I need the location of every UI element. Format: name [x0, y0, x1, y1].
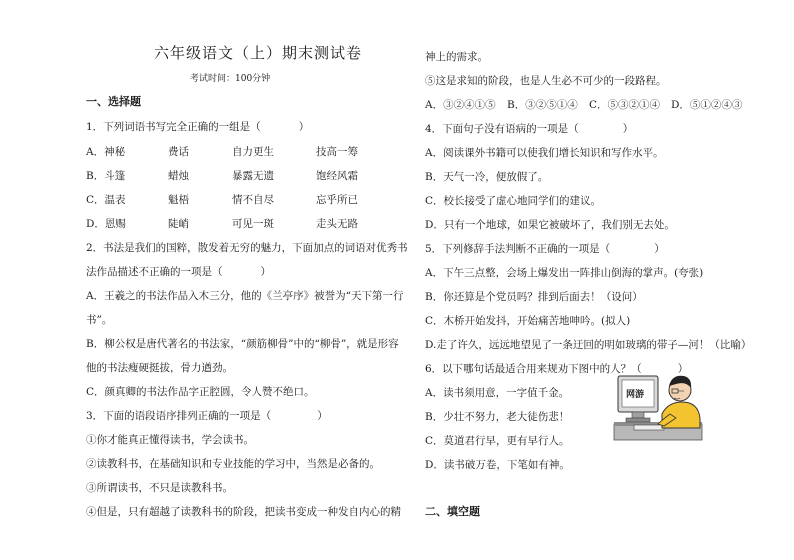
- question-4-stem: 4．下面句子没有语病的一项是（ ）: [425, 123, 634, 135]
- q6-option-c: C．莫道君行早，更有早行人。: [425, 435, 570, 447]
- q1-option-b-word: 蜡烛: [168, 170, 189, 182]
- q1-option-d-word: 陡峭: [168, 218, 189, 230]
- q1-option-d: D．恩赐: [86, 218, 126, 230]
- q3-option-a: A．③②④①⑤: [425, 99, 496, 111]
- q1-option-b: B．斗篷: [86, 170, 126, 182]
- screen-label: 网游: [626, 390, 645, 400]
- q6-option-b: B．少壮不努力，老大徒伤悲！: [425, 411, 570, 423]
- question-6-stem: 6．以下哪句话最适合用来规劝下图中的人？（ ）: [425, 363, 689, 375]
- section-heading-choice: 一、选择题: [86, 95, 141, 108]
- q3-sentence-3: ③所谓读书，不只是读教科书。: [86, 482, 233, 494]
- q2-option-b-line2: 他的书法瘦硬挺拔，骨力遒劲。: [86, 362, 233, 374]
- q3-sentence-2: ②读教科书，在基础知识和专业技能的学习中，当然是必备的。: [86, 458, 380, 470]
- q3-sentence-1: ①你才能真正懂得读书，学会读书。: [86, 434, 254, 446]
- q5-option-c: C．木桥开始发抖，开始痛苦地呻吟。(拟人): [425, 315, 631, 327]
- q3-option-b: B．③②⑤①④: [507, 99, 578, 111]
- q1-option-d-word: 走头无路: [316, 218, 358, 230]
- q1-option-c-word: 情不自尽: [232, 194, 274, 206]
- q4-option-d: D．只有一个地球，如果它被破坏了，我们别无去处。: [425, 219, 675, 231]
- q2-option-b-line1: B．柳公权是唐代著名的书法家，“颜筋柳骨”中的“柳骨”，就是形容: [86, 338, 399, 350]
- q4-option-b: B．天气一冷，便放假了。: [425, 171, 549, 183]
- q2-option-c: C．颜真卿的书法作品字正腔圆，令人赞不绝口。: [86, 386, 315, 398]
- q5-option-d: D.走了许久，远远地望见了一条迂回的明如玻璃的带子—河！（比喻）: [425, 339, 752, 351]
- keyboard-shape: [634, 425, 664, 430]
- question-1-stem: 1．下列词语书写完全正确的一组是（ ）: [86, 121, 310, 133]
- q1-option-c-word: 忘乎所已: [316, 194, 358, 206]
- q1-option-a-word: 费话: [168, 146, 189, 158]
- q4-option-a: A．阅读课外书籍可以使我们增长知识和写作水平。: [425, 147, 664, 159]
- q3-sentence-4: ④但是，只有超越了读教科书的阶段，把读书变成一种发自内心的精: [86, 506, 401, 518]
- q1-option-b-word: 饱经风霜: [316, 170, 358, 182]
- q3-sentence-4-cont: 神上的需求。: [425, 51, 488, 63]
- gaming-person-illustration: [612, 368, 704, 442]
- q3-option-c: C．⑤③②①④: [589, 99, 661, 111]
- q6-option-a: A．读书须用意，一字值千金。: [425, 387, 570, 399]
- question-2-stem-line2: 法作品描述不正确的一项是（ ）: [86, 266, 271, 278]
- q6-option-d: D．读书破万卷，下笔如有神。: [425, 459, 570, 471]
- exam-time: 考试时间：100分钟: [190, 74, 271, 84]
- question-3-stem: 3．下面的语段语序排列正确的一项是（ ）: [86, 410, 328, 422]
- page-title: 六年级语文（上）期末测试卷: [154, 44, 363, 62]
- q1-option-c-word: 魁梧: [168, 194, 189, 206]
- q1-option-a: A．神秘: [86, 146, 126, 158]
- q1-option-a-word: 自力更生: [232, 146, 274, 158]
- q3-option-d: D．⑤①②④③: [671, 99, 743, 111]
- question-5-stem: 5．下列修辞手法判断不正确的一项是（ ）: [425, 243, 665, 255]
- person-body: [662, 402, 700, 428]
- section-heading-fill: 二、填空题: [425, 505, 480, 518]
- q4-option-c: C．校长接受了虚心地同学们的建议。: [425, 195, 602, 207]
- q1-option-d-word: 可见一斑: [232, 218, 274, 230]
- q1-option-c: C．温表: [86, 194, 126, 206]
- q3-sentence-5: ⑤这是求知的阶段，也是人生必不可少的一段路程。: [425, 75, 667, 87]
- q2-option-a-line2: 书”。: [86, 314, 113, 326]
- q5-option-b: B．你还算是个党员吗？排到后面去！（设问）: [425, 291, 643, 303]
- q5-option-a: A．下午三点整，会场上爆发出一阵排山倒海的掌声。(夸张): [425, 267, 704, 279]
- q1-option-b-word: 暴露无遗: [232, 170, 274, 182]
- q1-option-a-word: 技高一筹: [316, 146, 358, 158]
- question-2-stem-line1: 2．书法是我们的国粹，散发着无穷的魅力，下面加点的词语对优秀书: [86, 242, 408, 254]
- q2-option-a-line1: A．王羲之的书法作品入木三分，他的《兰亭序》被誉为“天下第一行: [86, 290, 404, 302]
